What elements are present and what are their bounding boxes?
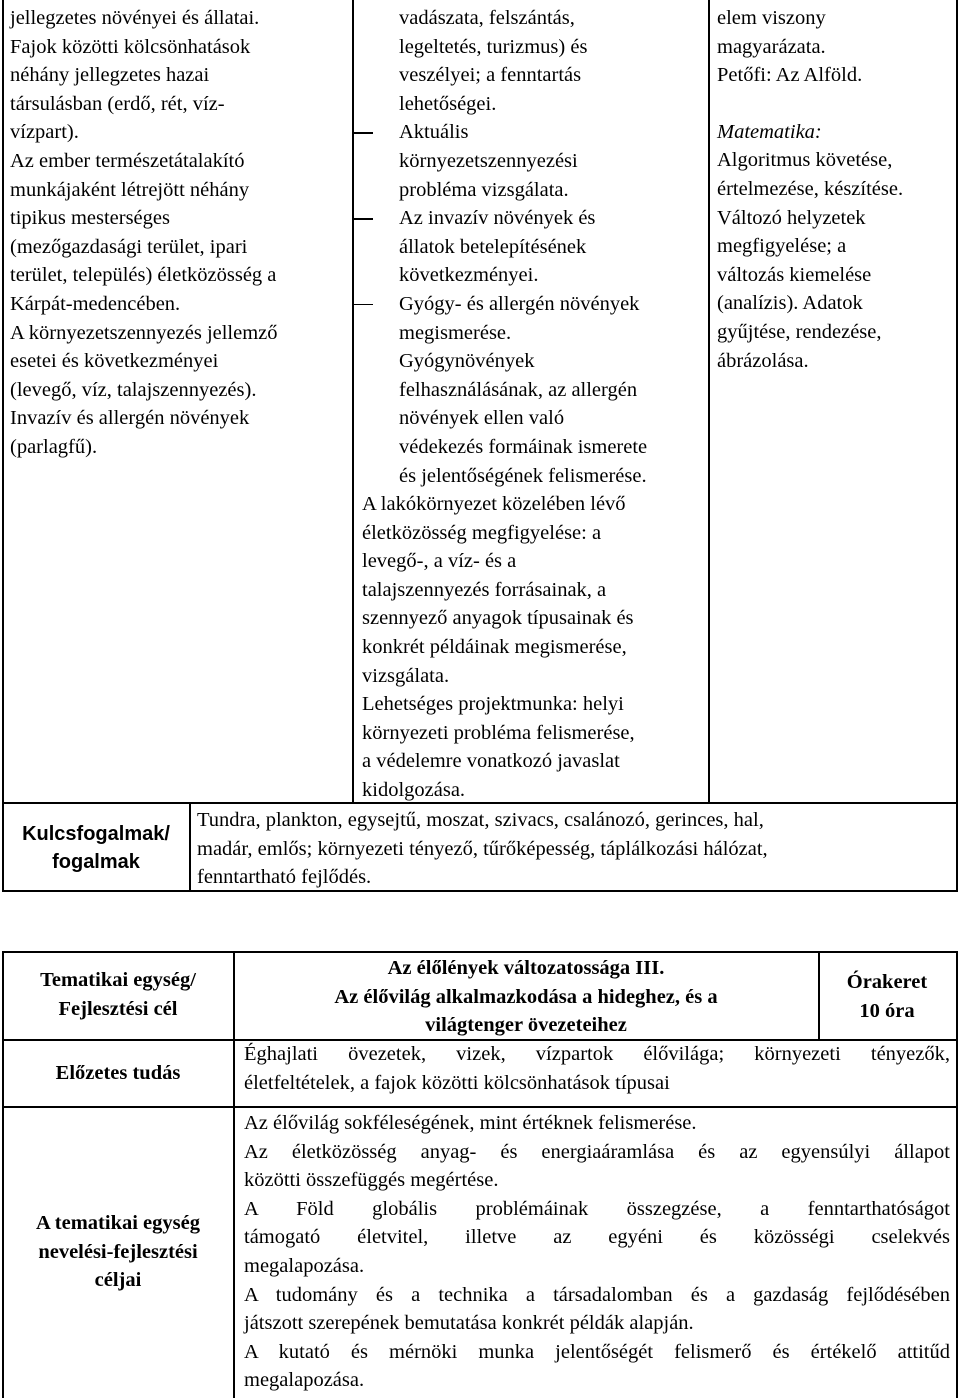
text-line: változás kiemelése bbox=[717, 263, 872, 286]
text-line: vízpart). bbox=[10, 121, 79, 144]
text-line: vadászata, felszántás, bbox=[399, 7, 575, 29]
text-line: környezeti probléma felismerése, bbox=[362, 721, 635, 744]
label-line: A tematikai egység bbox=[36, 1212, 200, 1234]
table-border-right bbox=[956, 0, 958, 892]
label-line: céljai bbox=[94, 1269, 142, 1292]
text-line: Fajok közötti kölcsönhatások bbox=[10, 35, 251, 58]
keywords-text bbox=[197, 806, 953, 892]
goal-paragraph bbox=[244, 1281, 950, 1338]
table-border-left bbox=[2, 0, 4, 892]
text-line: Gyógynövények bbox=[399, 350, 535, 373]
goal-paragraph bbox=[244, 1195, 950, 1281]
unit-label bbox=[4, 966, 232, 1023]
text-line: értelmezése, készítése. bbox=[717, 177, 904, 200]
text-line: védekezés formáinak ismerete bbox=[399, 435, 648, 458]
connections-text bbox=[717, 4, 955, 375]
text-line: Változó helyzetek bbox=[717, 206, 866, 229]
text-line: Gyógy- és allergén növények bbox=[399, 292, 640, 315]
text-line: Petőfi: Az Alföld. bbox=[717, 64, 863, 87]
text-line: (analízis). Adatok bbox=[717, 292, 863, 315]
text-line: Algoritmus követése, bbox=[717, 149, 893, 172]
text-line: lehetőségei. bbox=[399, 92, 497, 115]
subject-heading: Matematika: bbox=[717, 120, 822, 143]
label-line: fogalmak bbox=[52, 851, 140, 873]
text-line: terület, település) életközösség a bbox=[10, 264, 277, 287]
table2-border-right bbox=[956, 951, 958, 1398]
text-line: növények ellen való bbox=[399, 407, 565, 430]
text-line: életfeltételek, a fajok közötti kölcsönhatások típusai bbox=[244, 1071, 670, 1094]
text-line: gyűjtése, rendezése, bbox=[717, 320, 882, 343]
text-line: levegő-, a víz- és a bbox=[362, 550, 517, 573]
text-line: megalapozása. bbox=[244, 1369, 365, 1392]
label-line: nevelési-fejlesztési bbox=[38, 1240, 198, 1263]
text-line: talajszennyezés forrásainak, a bbox=[362, 578, 607, 601]
text-line: Lehetséges projektmunka: helyi bbox=[362, 693, 624, 716]
text-line: kidolgozása. bbox=[362, 779, 466, 802]
unit-title bbox=[240, 954, 812, 1040]
label-line: Tematikai egység/ bbox=[40, 969, 196, 991]
hours-cell bbox=[820, 968, 954, 1025]
knowledge-column bbox=[10, 4, 350, 462]
prior-knowledge-text bbox=[244, 1040, 950, 1097]
text-line: veszélyei; a fenntartás bbox=[399, 64, 582, 87]
bullet-item bbox=[354, 118, 706, 204]
text-line: néhány jellegzetes hazai bbox=[10, 64, 210, 87]
text-line: vizsgálata. bbox=[362, 664, 450, 687]
activities-bullet-list bbox=[354, 118, 706, 490]
prior-knowledge-label: Előzetes tudás bbox=[55, 1062, 181, 1084]
text-line: Kárpát-medencében. bbox=[10, 292, 181, 315]
text-line: Tundra, plankton, egysejtű, moszat, szivacs, csalánozó, gerinces, hal, bbox=[197, 809, 764, 831]
text-line: probléma vizsgálata. bbox=[399, 178, 569, 201]
goal-paragraph bbox=[244, 1138, 950, 1195]
text-line: játszott szerepének bemutatása konkrét példák alapján. bbox=[244, 1312, 694, 1335]
text-line: megalapozása. bbox=[244, 1254, 365, 1277]
text-line: A kutató és mérnöki munka jelentőségét felismerő és értékelő attitűd bbox=[244, 1340, 950, 1363]
text-line: következményei. bbox=[399, 264, 539, 287]
text-line: Invazív és allergén növények bbox=[10, 407, 250, 430]
text-line: magyarázata. bbox=[717, 35, 826, 58]
dash-bullet-icon bbox=[354, 304, 373, 306]
text-line: konkrét példáinak megismerése, bbox=[362, 636, 627, 659]
goal-paragraph bbox=[244, 1338, 950, 1395]
text-line: Aktuális bbox=[399, 121, 469, 144]
text-line: A tudomány és a technika a társadalomban és a gazdaság fejlődésében bbox=[244, 1283, 950, 1306]
text-line: közötti összefüggés megértése. bbox=[244, 1169, 499, 1192]
text-line: környezetszennyezési bbox=[399, 149, 578, 172]
title-line: Az élővilág alkalmazkodása a hideghez, és a bbox=[334, 985, 718, 1008]
goals-text bbox=[244, 1109, 950, 1395]
text-line: tipikus mesterséges bbox=[10, 207, 170, 230]
text-line: jellegzetes növényei és állatai. bbox=[10, 7, 260, 29]
text-line: madár, emlős; környezeti tényező, tűrőképesség, táplálkozási hálózat, bbox=[197, 837, 768, 860]
text-line: (parlagfű). bbox=[10, 435, 98, 458]
dash-bullet-icon bbox=[354, 218, 373, 220]
text-line: Az életközösség anyag- és energiaáramlása és az egyensúlyi állapot bbox=[244, 1140, 950, 1163]
bullet-item bbox=[354, 204, 706, 290]
spacer bbox=[717, 90, 955, 118]
text-line: A környezetszennyezés jellemző bbox=[10, 321, 278, 344]
text-line: A lakókörnyezet közelében lévő bbox=[362, 493, 626, 516]
text-line: Az invazív növények és bbox=[399, 207, 596, 230]
text-line: társulásban (erdő, rét, víz- bbox=[10, 92, 225, 115]
text-line: (levegő, víz, talajszennyezés). bbox=[10, 378, 257, 401]
text-line: (mezőgazdasági terület, ipari bbox=[10, 235, 248, 258]
text-line: felhasználásának, az allergén bbox=[399, 378, 638, 401]
text-line: legeltetés, turizmus) és bbox=[399, 35, 588, 58]
label-line: Kulcsfogalmak/ bbox=[22, 823, 170, 845]
title-line: világtenger övezeteihez bbox=[425, 1014, 627, 1037]
text-line: munkájaként létrejött néhány bbox=[10, 178, 250, 201]
text-line: Éghajlati övezetek, vizek, vízpartok élővilága; környezeti tényezők, bbox=[244, 1043, 950, 1065]
bullet-item bbox=[354, 290, 706, 490]
dash-bullet-icon bbox=[354, 132, 373, 134]
text-line: és jelentőségének felismerése. bbox=[399, 464, 647, 487]
hours-value: 10 óra bbox=[859, 999, 915, 1022]
activities-after-text bbox=[362, 490, 706, 805]
text-line: megfigyelése; a bbox=[717, 235, 847, 258]
text-line: támogató életvitel, illetve az egyéni és közösségi cselekvés bbox=[244, 1226, 950, 1249]
text-line: Az ember természetátalakító bbox=[10, 149, 245, 172]
activities-intro bbox=[362, 4, 706, 118]
text-line: elem viszony bbox=[717, 7, 826, 29]
title-line: Az élőlények változatossága III. bbox=[387, 957, 665, 979]
text-line: életközösség megfigyelése: a bbox=[362, 521, 602, 544]
text-line: a védelemre vonatkozó javaslat bbox=[362, 750, 620, 773]
goals-label bbox=[4, 1209, 232, 1295]
knowledge-text bbox=[10, 4, 350, 462]
table2-border-top bbox=[2, 951, 958, 953]
text-line: A Föld globális problémáinak összegzése, a fenntarthatóságot bbox=[244, 1197, 950, 1220]
text-line: ábrázolása. bbox=[717, 349, 809, 372]
goal-paragraph bbox=[244, 1109, 950, 1138]
text-line: fenntartható fejlődés. bbox=[197, 866, 372, 889]
text-line: szennyező anyagok típusainak és bbox=[362, 607, 634, 630]
keywords-label-divider bbox=[189, 802, 191, 892]
keywords-label bbox=[4, 820, 188, 876]
text-line: Az élővilág sokféleségének, mint értéknek felismerése. bbox=[244, 1112, 697, 1134]
activities-column bbox=[362, 4, 706, 805]
hours-label: Órakeret bbox=[846, 971, 928, 993]
column-divider-2 bbox=[708, 0, 710, 802]
connections-column bbox=[717, 4, 955, 375]
text-line: megismerése. bbox=[399, 321, 512, 344]
text-line: esetei és következményei bbox=[10, 350, 219, 373]
text-line: állatok betelepítésének bbox=[399, 235, 587, 258]
table2-label-divider bbox=[233, 951, 235, 1398]
table2-row-divider-2 bbox=[2, 1106, 958, 1108]
label-line: Fejlesztési cél bbox=[58, 997, 178, 1020]
